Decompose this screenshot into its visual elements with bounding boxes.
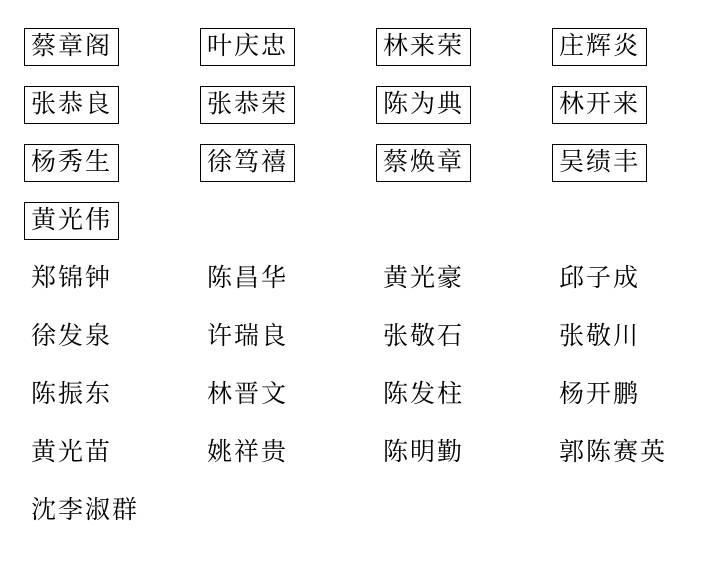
- name-cell-empty: [552, 192, 705, 250]
- name-cell: [200, 250, 376, 308]
- name-label: 陈明勤: [383, 437, 465, 467]
- name-label: 徐发泉: [31, 321, 113, 351]
- name-label: 林来荣: [376, 28, 471, 66]
- name-label: 黄光苗: [31, 437, 113, 467]
- name-cell: [200, 308, 376, 366]
- name-cell: [24, 76, 200, 134]
- name-label: 陈昌华: [207, 263, 289, 293]
- name-label: 杨秀生: [24, 144, 119, 182]
- name-label: 张恭良: [24, 86, 119, 124]
- name-cell: [200, 424, 376, 482]
- boxed-name-grid: [0, 18, 705, 250]
- name-cell: [24, 18, 200, 76]
- name-label: 杨开鹏: [559, 379, 641, 409]
- name-cell: [376, 308, 552, 366]
- name-cell: [376, 250, 552, 308]
- name-label: 徐笃禧: [200, 144, 295, 182]
- name-cell: [376, 424, 552, 482]
- name-label: 张恭荣: [200, 86, 295, 124]
- name-cell: [552, 76, 705, 134]
- name-cell: [376, 76, 552, 134]
- name-label: 林晋文: [207, 379, 289, 409]
- name-label: 许瑞良: [207, 321, 289, 351]
- name-cell-empty: [376, 482, 552, 540]
- name-cell: [376, 366, 552, 424]
- name-cell: [552, 18, 705, 76]
- name-label: 黄光豪: [383, 263, 465, 293]
- name-cell: [24, 308, 200, 366]
- name-cell: [552, 250, 705, 308]
- name-cell-empty: [552, 482, 705, 540]
- name-label: 陈振东: [31, 379, 113, 409]
- name-label: 蔡焕章: [376, 144, 471, 182]
- name-cell: [552, 424, 705, 482]
- name-label: 郭陈赛英: [559, 437, 668, 467]
- name-label: 林开来: [552, 86, 647, 124]
- name-label: 邱子成: [559, 263, 641, 293]
- name-label: 庄辉炎: [552, 28, 647, 66]
- name-label: 叶庆忠: [200, 28, 295, 66]
- name-cell: [376, 134, 552, 192]
- name-cell: [200, 18, 376, 76]
- name-cell: [200, 366, 376, 424]
- name-label: 吴绩丰: [552, 144, 647, 182]
- name-label: 郑锦钟: [31, 263, 113, 293]
- name-label: 黄光伟: [24, 202, 119, 240]
- name-cell: [24, 134, 200, 192]
- name-cell: [376, 18, 552, 76]
- name-cell-empty: [376, 192, 552, 250]
- name-label: 张敬川: [559, 321, 641, 351]
- name-cell: [552, 134, 705, 192]
- name-cell: [200, 76, 376, 134]
- name-cell: [552, 308, 705, 366]
- name-label: 姚祥贵: [207, 437, 289, 467]
- name-label: 张敬石: [383, 321, 465, 351]
- name-label: 沈李淑群: [31, 495, 140, 525]
- name-cell: [24, 192, 200, 250]
- name-cell-empty: [200, 192, 376, 250]
- name-label: 陈发柱: [383, 379, 465, 409]
- name-cell: [24, 366, 200, 424]
- name-cell: [552, 366, 705, 424]
- name-cell: [24, 482, 200, 540]
- plain-name-grid: [0, 250, 705, 540]
- name-cell: [24, 424, 200, 482]
- name-cell-empty: [200, 482, 376, 540]
- name-label: 陈为典: [376, 86, 471, 124]
- name-label: 蔡章阁: [24, 28, 119, 66]
- name-cell: [24, 250, 200, 308]
- name-cell: [200, 134, 376, 192]
